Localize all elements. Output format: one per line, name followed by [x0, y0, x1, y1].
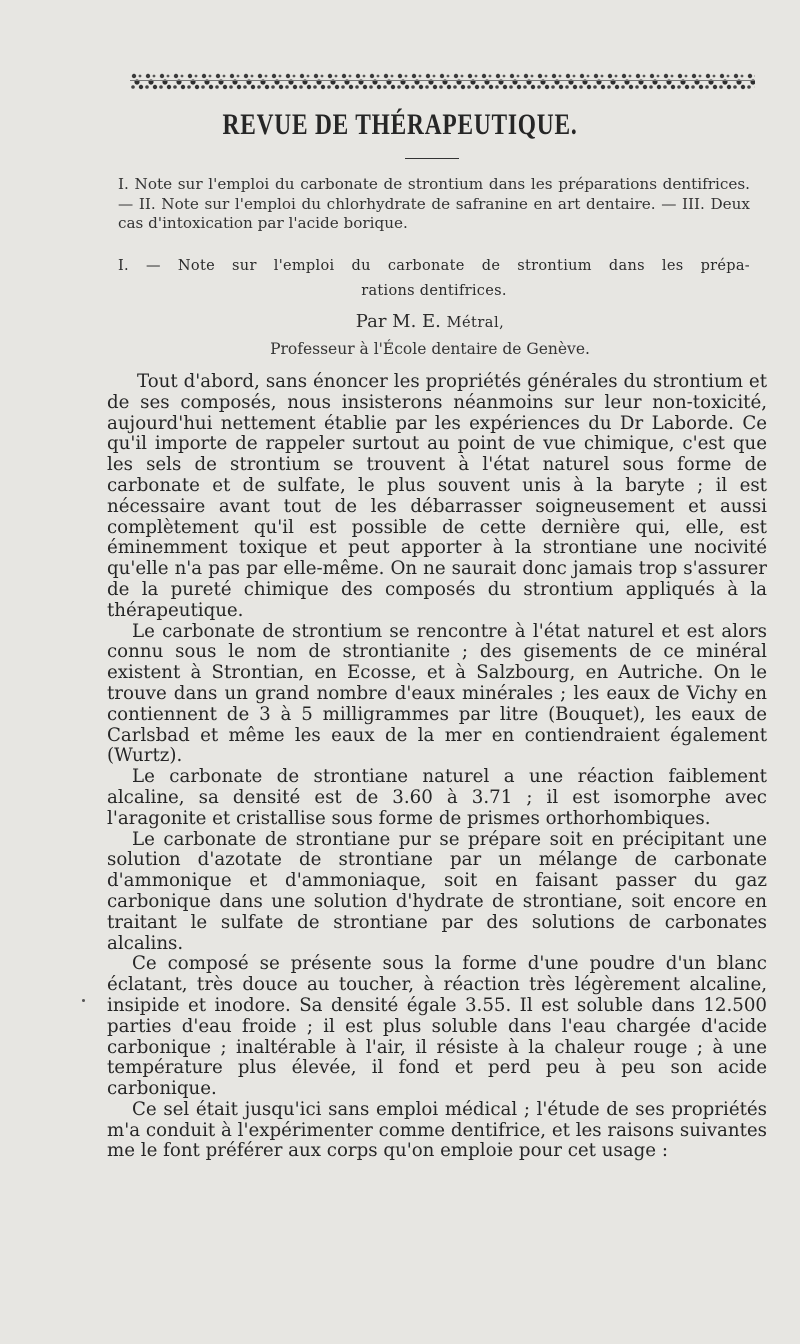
section-heading: [118, 254, 750, 304]
title-divider: [405, 158, 459, 159]
body-paragraph: Le carbonate de strontiane pur se prépare soit en précipitant une solution d'azotate de strontiane par un mélange de carbonate d'ammonique et d'ammoniaque, soit en faisant passer du gaz carbonique dans une solution d'hydrate de strontiane, soit encore en traitant le sulfate de strontiane par des solutions de carbonates alcalins.: [107, 828, 767, 954]
section-heading-line2: rations dentifrices.: [361, 283, 507, 299]
body-paragraph: Tout d'abord, sans énoncer les propriétés générales du strontium et de ses composés, nous insisterons néanmoins sur leur non-toxicité, aujourd'hui nettement établie par les expériences du Dr Laborde. Ce qu'il importe de rappeler surtout au point de vue chimique, c'est que les sels de strontium se trouvent à l'état naturel sous forme de carbonate et de sulfate, le plus souvent unis à la baryte ; il est nécessaire avant tout de les débarrasser soigneusement et aussi complètement qu'il est possible de cette dernière qui, elle, est éminemment toxique et peut apporter à la strontiane une nocivité qu'elle n'a pas par elle-même. On ne saurait donc jamais trop s'assurer de la pureté chimique des composés du strontium appliqués à la thérapeutique.: [107, 371, 767, 621]
author-affiliation: Professeur à l'École dentaire de Genève.: [270, 340, 590, 358]
page-title: REVUE DE THÉRAPEUTIQUE.: [222, 108, 578, 141]
margin-speck: [82, 999, 85, 1002]
body-paragraph: Le carbonate de strontium se rencontre à l'état naturel et est alors connu sous le nom de strontianite ; des gisements de ce minéral existent à Strontian, en Ecosse, et à Salzbourg, en Autriche. On le trouve dans un grand nombre d'eaux minérales ; les eaux de Vichy en contiennent de 3 à 5 milligrammes par litre (Bouquet), les eaux de Carlsbad et même les eaux de la mer en contiendraient également (Wurtz).: [107, 620, 767, 767]
decorative-border: [130, 70, 755, 92]
author-byline: [0, 311, 800, 332]
summary-paragraph: I. Note sur l'emploi du carbonate de strontium dans les préparations dentifrices. — II. Note sur l'emploi du chlorhydrate de safranine en art dentaire. — III. Deux cas d'intoxication par l'acide borique.: [118, 175, 750, 232]
body-paragraph: Ce composé se présente sous la forme d'une poudre d'un blanc éclatant, très douce au toucher, à réaction très légèrement alcaline, insipide et inodore. Sa densité égale 3.55. Il est soluble dans 12.500 parties d'eau froide ; il est plus soluble dans l'eau chargée d'acide carbonique ; inaltérable à l'air, il résiste à la chaleur rouge ; à une température plus élevée, il fond et perd peu à peu son acide carbonique.: [107, 953, 767, 1100]
article-body: [107, 372, 767, 1162]
body-paragraph: Ce sel était jusqu'ici sans emploi médical ; l'étude de ses propriétés m'a conduit à l'expérimenter comme dentifrice, et les raisons suivantes me le font préférer aux corps qu'on emploie pour cet usage :: [107, 1098, 767, 1162]
byline-prefix: Par M. E.: [355, 311, 441, 332]
author-name: Métral,: [446, 315, 505, 331]
section-heading-line1: I. — Note sur l'emploi du carbonate de strontium dans les prépa-: [118, 258, 750, 274]
body-paragraph: Le carbonate de strontiane naturel a une réaction faiblement alcaline, sa densité est de 3.60 à 3.71 ; il est isomorphe avec l'aragonite et cristallise sous forme de prismes orthorhombiques.: [107, 766, 767, 829]
